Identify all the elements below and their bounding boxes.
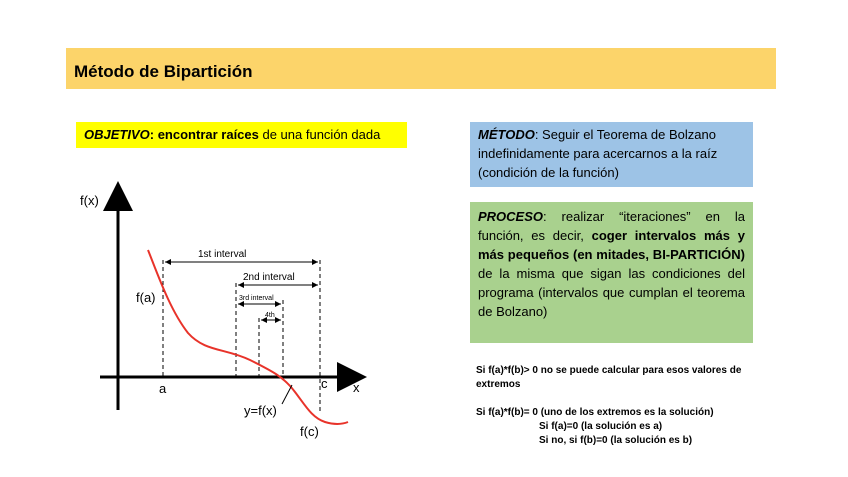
- curve-pointer: [282, 385, 292, 404]
- objetivo-label: OBJETIVO: [84, 127, 150, 142]
- proceso-label: PROCESO: [478, 209, 544, 224]
- objetivo-bold: encontrar raíces: [157, 127, 259, 142]
- interval4-label: 4th: [265, 312, 275, 319]
- page-title: Método de Bipartición: [74, 62, 253, 81]
- fa-label: f(a): [136, 290, 156, 305]
- note-line-2: Si f(a)*f(b)= 0 (uno de los extremos es la solución): [476, 407, 714, 418]
- fc-label: f(c): [300, 424, 319, 439]
- proceso-bold: coger intervalos más y más pequeños (en mitades, BI-PARTICIÓN): [478, 228, 746, 262]
- objetivo-colon: :: [149, 127, 158, 142]
- metodo-label: MÉTODO: [478, 127, 535, 142]
- point-c-label: c: [321, 376, 328, 391]
- x-axis-label: x: [353, 380, 360, 395]
- interval-guides: [163, 260, 320, 412]
- note-line-3: Si f(a)=0 (la solución es a): [539, 421, 663, 432]
- y-axis-label: f(x): [80, 193, 99, 208]
- interval3-label: 3rd interval: [239, 295, 274, 302]
- proceso-text1: : realizar “iteraciones” en la función, es decir,: [478, 209, 745, 243]
- curve-label: y=f(x): [244, 403, 277, 418]
- objetivo-rest: de una función dada: [258, 127, 381, 142]
- interval2-label: 2nd interval: [243, 272, 295, 283]
- note-line-1: Si f(a)*f(b)> 0 no se puede calcular para esos valores de extremos: [476, 365, 742, 390]
- interval1-label: 1st interval: [198, 249, 247, 260]
- note-line-4: Si no, si f(b)=0 (la solución es b): [539, 435, 693, 446]
- point-a-label: a: [159, 381, 167, 396]
- proceso-text2: de la misma que sigan las condiciones del programa (intervalos que cumplan el teorema de Bolzano): [478, 266, 745, 319]
- metodo-text: : Seguir el Teorema de Bolzano indefinidamente para acercarnos a la raíz (condición de la función): [478, 127, 718, 180]
